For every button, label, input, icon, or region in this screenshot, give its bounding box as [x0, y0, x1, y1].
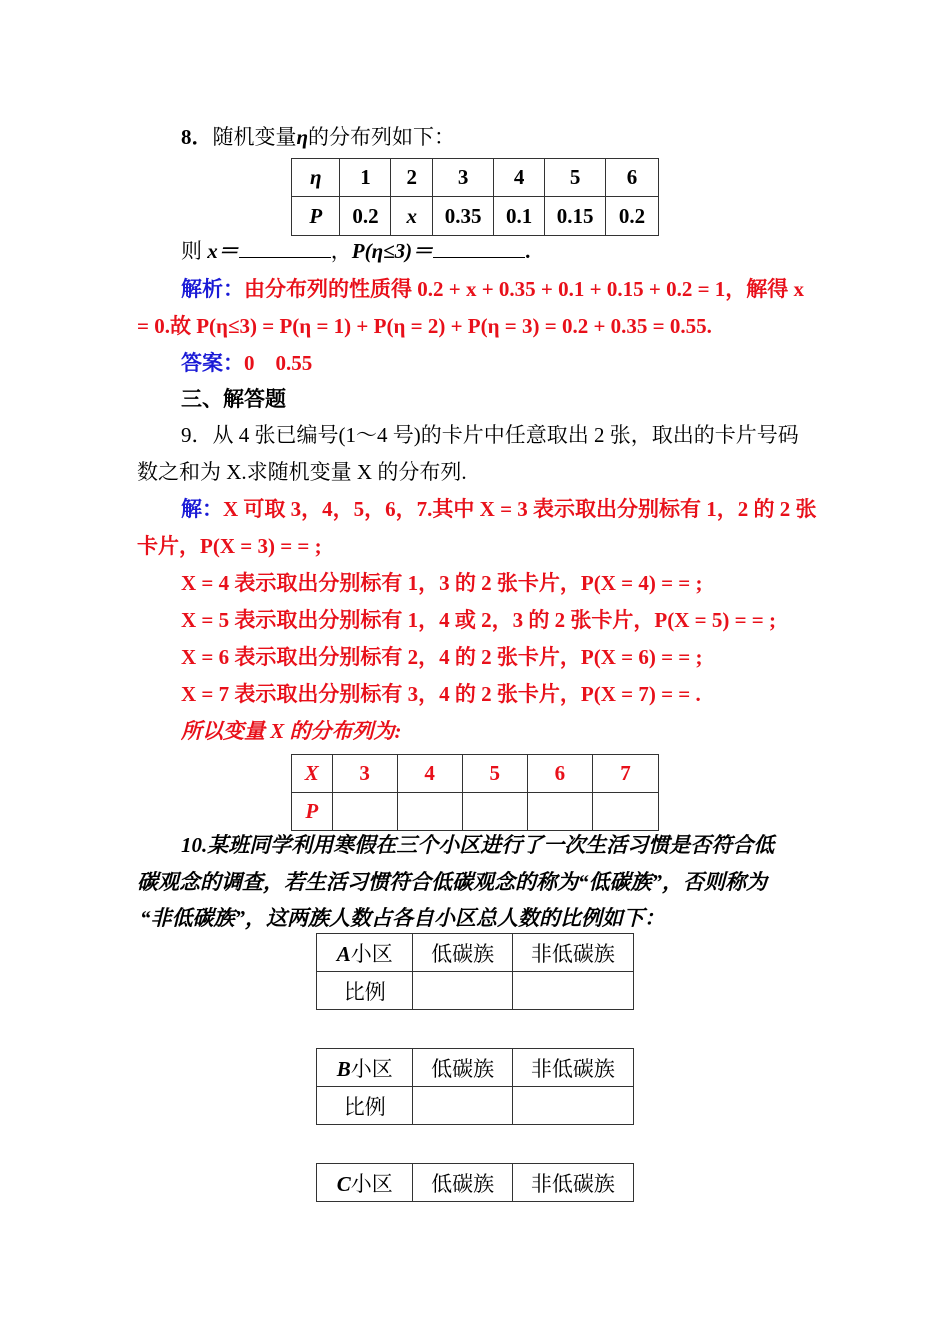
q10-stem-line-2: 碳观念的调查，若生活习惯符合低碳观念的称为“低碳族”，否则称为 [137, 870, 767, 894]
q8-head-cell: 6 [606, 159, 659, 197]
q8-blank-p[interactable] [433, 237, 525, 258]
area-letter: B [336, 1056, 351, 1081]
q8-head-cell: η [292, 159, 340, 197]
q8-number: 8． [181, 125, 213, 149]
q9-head-cell: 3 [332, 755, 397, 793]
q9-row-cell: P [292, 793, 333, 831]
q9-solution-line-1 [181, 494, 817, 524]
q8-distribution-table [291, 158, 659, 236]
ratio-label: 比例 [317, 972, 413, 1010]
q9-row-cell [592, 793, 658, 831]
non-low-carbon-header: 非低碳族 [512, 1049, 633, 1087]
area-suffix: 小区 [350, 941, 393, 966]
q8-answer-value: 0 0.55 [244, 351, 313, 375]
q8-row-cell: 0.2 [606, 197, 659, 236]
non-low-carbon-header: 非低碳族 [512, 934, 633, 972]
q9-stem-line-2: 数之和为 X.求随机变量 X 的分布列. [137, 460, 467, 484]
low-carbon-header: 低碳族 [413, 1049, 512, 1087]
q9-head-cell: 7 [592, 755, 658, 793]
q8-row-cell: P [292, 197, 340, 236]
q8-head-cell: 5 [545, 159, 606, 197]
ratio-cell [512, 1087, 633, 1125]
q8-analysis-text-1: 由分布列的性质得 0.2 + x + 0.35 + 0.1 + 0.15 + 0.2 = 1，解得 x [244, 277, 805, 301]
q8-stem-var: η [296, 125, 309, 149]
ratio-cell [413, 1087, 512, 1125]
solution-label: 解： [181, 497, 223, 521]
q8-x-eq: x＝ [207, 239, 239, 263]
q10-table-head-row [317, 1049, 634, 1087]
q10-table-ratio-row [317, 1087, 634, 1125]
q8-blanks-line [181, 236, 530, 266]
q10-table-area-c [316, 1163, 634, 1202]
q8-head-cell: 3 [433, 159, 494, 197]
q8-period: . [525, 239, 531, 263]
q9-table-prob-row [292, 793, 659, 831]
q9-row-cell [397, 793, 462, 831]
q10-table-head-row [317, 934, 634, 972]
q8-analysis-line-1 [181, 274, 804, 304]
q9-head-cell: 4 [397, 755, 462, 793]
q8-row-cell: 0.35 [433, 197, 494, 236]
area-name-cell [317, 934, 413, 972]
q9-solution-line-5: X = 6 表示取出分别标有 2，4 的 2 张卡片，P(X = 6) = = ; [181, 645, 703, 669]
q8-row-cell: x [391, 197, 433, 236]
q9-row-cell [332, 793, 397, 831]
q9-head-cell: 5 [462, 755, 527, 793]
q8-analysis-line-2: = 0.故 P(η≤3) = P(η = 1) + P(η = 2) + P(η = 3) = 0.2 + 0.35 = 0.55. [137, 314, 712, 338]
q8-answer-line [181, 348, 312, 378]
q9-solution-line-6: X = 7 表示取出分别标有 3，4 的 2 张卡片，P(X = 7) = = . [181, 682, 701, 706]
q8-row-cell: 0.1 [494, 197, 545, 236]
area-name-cell [317, 1049, 413, 1087]
q10-stem-line-1: 10.某班同学利用寒假在三个小区进行了一次生活习惯是否符合低 [181, 833, 775, 857]
non-low-carbon-header: 非低碳族 [512, 1164, 633, 1202]
q9-solution-line-2: 卡片，P(X = 3) = = ; [137, 534, 322, 558]
analysis-label: 解析： [181, 277, 244, 301]
q8-stem-text-a: 随机变量 [212, 125, 297, 149]
area-name-cell [317, 1164, 413, 1202]
q9-stem-line-1: 9．从 4 张已编号(1～4 号)的卡片中任意取出 2 张，取出的卡片号码 [181, 423, 799, 447]
q9-table-head-row [292, 755, 659, 793]
q8-then: 则 [181, 239, 208, 263]
q9-distribution-table [291, 754, 659, 831]
q9-row-cell [462, 793, 527, 831]
q8-stem-text-b: 的分布列如下： [308, 125, 456, 149]
q9-solution-line-7: 所以变量 X 的分布列为: [181, 719, 402, 743]
section-title: 三、解答题 [181, 387, 286, 411]
q9-head-cell: 6 [527, 755, 592, 793]
q8-blank-x[interactable] [239, 237, 331, 258]
q8-comma: ， [330, 239, 352, 263]
q8-row-cell: 0.2 [340, 197, 391, 236]
q8-row-cell: 0.15 [545, 197, 606, 236]
q8-head-cell: 1 [340, 159, 391, 197]
ratio-cell [413, 972, 512, 1010]
area-letter: A [336, 941, 351, 966]
answer-label: 答案： [181, 351, 244, 375]
area-letter: C [336, 1171, 351, 1196]
q8-table-prob-row [292, 197, 659, 236]
q10-table-area-b [316, 1048, 634, 1125]
q8-head-cell: 4 [494, 159, 545, 197]
q10-table-ratio-row [317, 972, 634, 1010]
q10-table-area-a [316, 933, 634, 1010]
q8-p-expr: P(η≤3)＝ [351, 239, 434, 263]
q8-table-head-row [292, 159, 659, 197]
q9-solution-line-3: X = 4 表示取出分别标有 1，3 的 2 张卡片，P(X = 4) = = ; [181, 571, 703, 595]
area-suffix: 小区 [350, 1056, 393, 1081]
q10-stem-line-3: “非低碳族”，这两族人数占各自小区总人数的比例如下： [140, 906, 665, 930]
low-carbon-header: 低碳族 [413, 1164, 512, 1202]
area-suffix: 小区 [350, 1171, 393, 1196]
q10-table-head-row [317, 1164, 634, 1202]
q9-solution-text-1: X 可取 3，4，5，6，7.其中 X = 3 表示取出分别标有 1，2 的 2 张 [223, 497, 817, 521]
q8-stem [181, 122, 455, 152]
ratio-label: 比例 [317, 1087, 413, 1125]
q9-head-cell: X [292, 755, 333, 793]
q9-solution-line-4: X = 5 表示取出分别标有 1，4 或 2，3 的 2 张卡片，P(X = 5) = = ; [181, 608, 777, 632]
low-carbon-header: 低碳族 [413, 934, 512, 972]
ratio-cell [512, 972, 633, 1010]
q8-head-cell: 2 [391, 159, 433, 197]
q9-row-cell [527, 793, 592, 831]
